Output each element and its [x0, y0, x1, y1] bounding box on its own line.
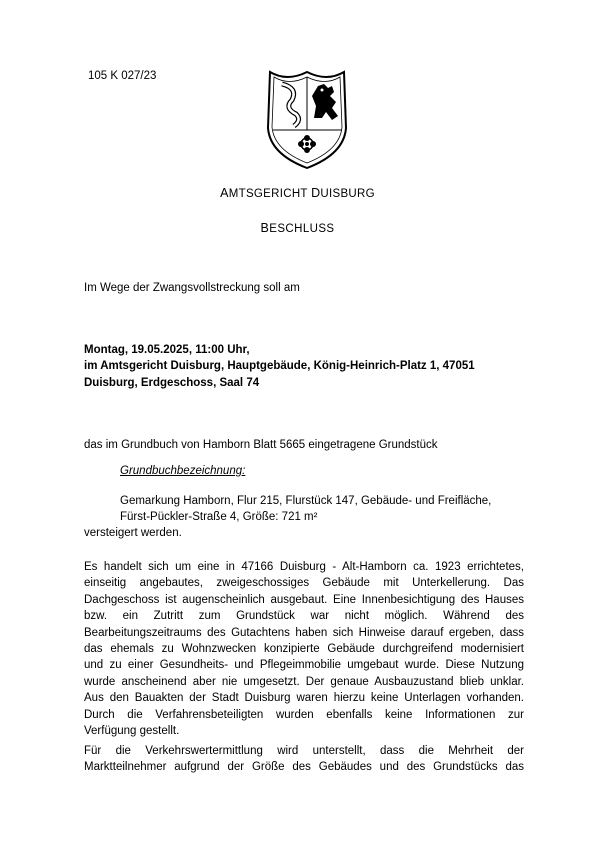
text-line: das ehemals zu Wohnzwecken konzipierte Gebäude durchgreifend modernisiert — [84, 643, 524, 656]
intro-text: Im Wege der Zwangsvollstreckung soll am — [84, 282, 300, 294]
versteigert-text: versteigert werden. — [84, 527, 182, 539]
text-line: Dachgeschoss ist augenscheinlich ausgebaut. Eine Innenbesichtigung des Hauses — [84, 593, 524, 606]
document-type-heading: BESCHLUSS — [260, 221, 335, 235]
description-paragraph — [84, 559, 524, 739]
appointment-block — [84, 342, 524, 391]
text-line: Verfügung gestellt. — [84, 725, 180, 738]
coat-of-arms-seal — [262, 66, 352, 171]
grundbuch-heading: Grundbuchbezeichnung: — [120, 465, 246, 477]
valuation-paragraph — [84, 743, 524, 776]
text-line: bzw. ein Zutritt zum Grundstück war nicht möglich. Während des — [84, 610, 524, 623]
text-line: einseitig angebautes, zweigeschossiges Gebäude mit Unterkellerung. Das — [84, 577, 524, 590]
appointment-room: Duisburg, Erdgeschoss, Saal 74 — [84, 376, 260, 389]
text-line: und zu einer Gesundheits- und Pflegeimmobilie umgebaut wurde. Diese Nutzung — [84, 659, 524, 672]
grundbuch-line: Fürst-Pückler-Straße 4, Größe: 721 m² — [120, 511, 318, 524]
text-line: Durch die Verfahrensbeteiligten wurden ebenfalls keine Informationen zur — [84, 708, 524, 721]
text-line: Bearbeitungszeitraums des Gutachtens haben sich Hinweise darauf ergeben, dass — [84, 626, 524, 639]
text-line: wurde anscheinend aber nie umgesetzt. Der genaue Ausbauzustand blieb unklar. — [84, 675, 524, 688]
appointment-location: im Amtsgericht Duisburg, Hauptgebäude, König-Heinrich-Platz 1, 47051 — [84, 360, 475, 373]
text-line: Für die Verkehrswertermittlung wird unterstellt, dass die Mehrheit der — [84, 745, 524, 757]
court-name: AMTSGERICHT DUISBURG — [220, 186, 375, 200]
grundbuch-details — [120, 493, 540, 526]
grundbuch-line: Gemarkung Hamborn, Flur 215, Flurstück 147, Gebäude- und Freifläche, — [120, 495, 492, 507]
file-number: 105 K 027/23 — [88, 70, 157, 82]
text-line: Marktteilnehmer aufgrund der Größe des Gebäudes und des Grundstücks das — [84, 761, 524, 774]
text-line: Aus den Bauakten der Stadt Duisburg waren hierzu keine Unterlagen vorhanden. — [84, 692, 524, 705]
property-intro: das im Grundbuch von Hamborn Blatt 5665 eingetragene Grundstück — [84, 439, 438, 451]
text-line: Es handelt sich um eine in 47166 Duisburg - Alt-Hamborn ca. 1923 errichtetes, — [84, 561, 524, 573]
appointment-date: Montag, 19.05.2025, 11:00 Uhr, — [84, 344, 250, 356]
